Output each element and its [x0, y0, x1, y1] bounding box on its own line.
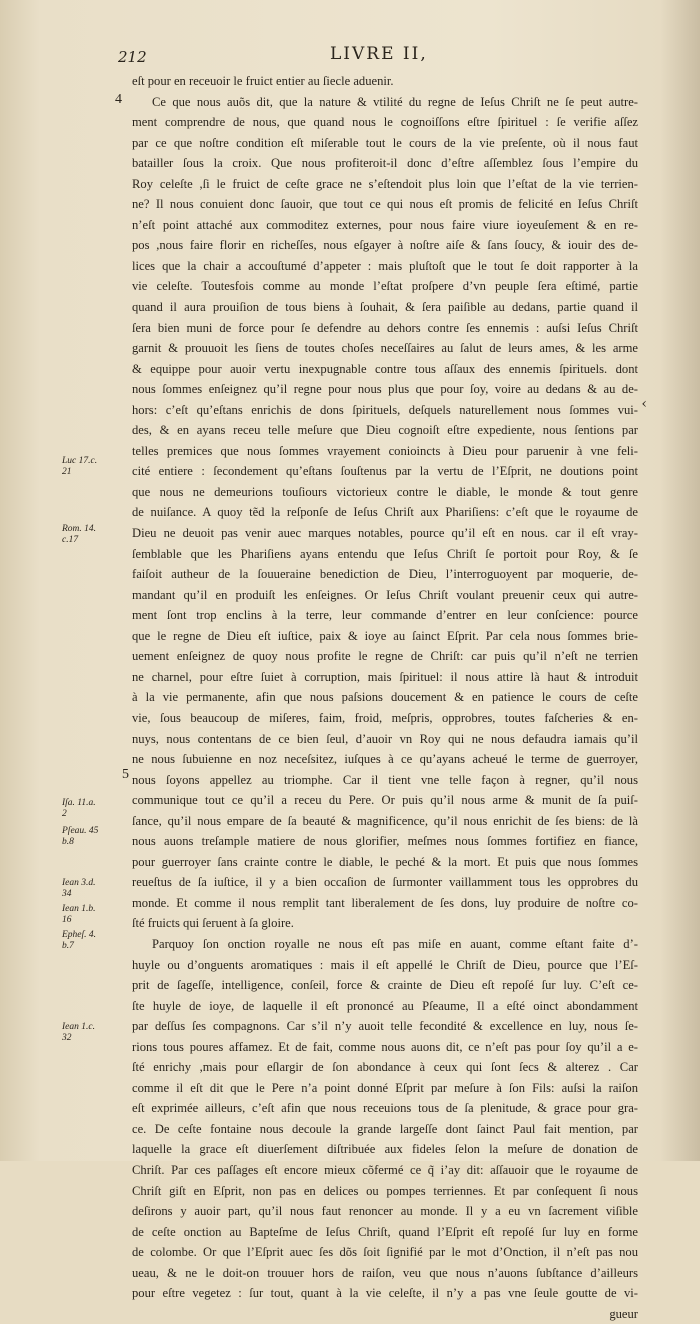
- text-line: ne nous ſubuienne en noz neceſsitez, iuſques à ce qu’ayans acheué le terme de guerroyer,: [132, 752, 638, 767]
- text-line: faiſoit autheur de la ſouueraine benediction de Dieu, l’interroguoyent par moquerie, de-: [132, 567, 638, 582]
- text-line: ſera bien muni de force pour ſe defendre au dehors contre ſes ennemis : auſsi Ieſus Chriſt: [132, 320, 638, 335]
- text-line: lices que la chair a accouſtumé d’appeter : mais pluſtoſt que le tout ſe doit rapporter à la: [132, 258, 638, 273]
- text-line: eſt pour en receuoir le fruict entier au ſiecle aduenir.: [132, 74, 394, 88]
- margin-note: Epheſ. 4. b.7: [62, 930, 97, 951]
- text-line: & equippe pour auoir vertu inexpugnable contre tous aſſaux des ennemis ſpirituels. dont: [132, 361, 638, 376]
- text-line: telles premices que nous ſommes vrayement conioincts à Dieu pour paruenir à vne feli-: [132, 443, 638, 458]
- margin-mark: ‹: [641, 396, 647, 412]
- text-line: pos ,nous faire florir en richeſſes, nous eſgayer à noſtre aiſe & ſans ſoucy, & iouir des de-: [132, 238, 638, 253]
- text-line: hors: c’eſt qu’eſtans enrichis de dons ſpirituels, deſquels naturellement nous ſommes vui-: [132, 402, 638, 417]
- text-line: vie, ſous beaucoup de miſeres, faim, froid, meſpris, opprobres, toutes faſcheries & en-: [132, 710, 638, 725]
- text-line: ne? Il nous conuient donc ſauoir, que tout ce qui nous eſt promis de felicité en Ieſus Chriſt: [132, 197, 638, 212]
- text-line: n’eſt point attaché aux commoditez externes, pour nous faire viure ioyeuſement & en re-: [132, 217, 638, 232]
- running-head: LIVRE II,: [330, 44, 428, 64]
- text-line: communique tout ce qu’il a receu du Pere. Or puis qu’il nous arme & munit de ſa puiſ-: [132, 793, 638, 808]
- text-line: des, & en ayans receu telle meſure que Dieu cognoiſt eſtre expediente, nous ſentions par: [132, 423, 638, 438]
- text-line: Chriſt giſt en Eſprit, non pas en delices ou pompes terriennes. Et par conſequent ſi nous: [132, 1183, 638, 1198]
- text-line: de colombe. Or que l’Eſprit auec ſes dõs ſoit ſignifié par le mot d’Onction, il n’eſt pas nou: [132, 1245, 638, 1260]
- margin-note: Pſeau. 45 b.8: [62, 826, 99, 847]
- text-line: gueur: [609, 1306, 638, 1321]
- text-line: ſte huyle de ioye, de laquelle il eſt prononcé au Pſeaume, Il a eſté oinct abondamment: [132, 998, 638, 1013]
- text-line: laquelle la grace eſt diuerſement diſtribuée aux fideles ſelon la meſure de donation de: [132, 1142, 638, 1157]
- text-line: nous auons treſample matiere de nous glorifier, meſmes nous ſommes fortifiez en fiance,: [132, 834, 638, 849]
- text-line: ce. De ceſte fontaine nous decoule la grande largeſſe dont ſainct Paul fait mention, par: [132, 1121, 638, 1136]
- text-line: reueſtus de ſa iuſtice, il y a bien occaſion de ſurmonter vaillamment tous les opprobres du: [132, 875, 638, 890]
- text-line: ſance, qu’il nous empare de ſa beauté & magnificence, qu’il nous enrichit de ſes biens: de là: [132, 813, 638, 828]
- text-line: cité entiere : ſecondement qu’eſtans ſouſtenus par la vertu de l’Eſprit, ne doutions point: [132, 464, 638, 479]
- text-line: uement enſeignez de quoy nous profite le regne de Chriſt: car puis qu’il n’eſt ne terrien: [132, 649, 638, 664]
- margin-note: Rom. 14. c.17: [62, 524, 97, 545]
- text-line: Dieu ne deuoit pas venir auec marques notables, pource qu’il eſt en nous. car il eſt vray-: [132, 526, 638, 541]
- text-line: quand il aura prouiſion de tous biens à ſouhait, & ſera paiſible au dedans, partie quand il: [132, 300, 638, 315]
- body-text: [132, 71, 638, 1324]
- text-line: que nous ne demeurions touſiours victorieux contre le diable, le monde & tout genre: [132, 484, 638, 499]
- margin-note: Luc 17.c. 21: [62, 456, 98, 477]
- text-line: que le regne de Dieu eſt iuſtice, paix & ioye au ſainct Eſprit. Par cela nous ſommes brie-: [132, 628, 638, 643]
- text-line: nous ſoyons appellez au triomphe. Car il tient vne telle façon à regner, qu’il nous: [132, 772, 638, 787]
- text-line: ment comprendre de nous, que quand nous le cognoiſſons eſtre ſpirituel : ſe verifie aſſez: [132, 115, 638, 130]
- text-line: Chriſt. Par ces paſſages eſt encore mieux cõfermé ce q̃ i’ay dit: aſſauoir que le royaume de: [132, 1162, 638, 1177]
- text-line: Ce que nous auõs dit, que la nature & vtilité du regne de Ieſus Chriſt ne ſe peut autre-: [152, 94, 638, 109]
- text-line: par deſſus ſes compagnons. Car s’il n’y auoit telle fecondité & excellence en luy, nous ſe-: [132, 1019, 638, 1034]
- text-line: deſirons y auoir part, qu’il nous faut renoncer au monde. Il y a eu vn ſacrement viſible: [132, 1204, 638, 1219]
- text-line: pour eſtre vegetez : ſur tout, quant à la vie celeſte, il n’y a pas vne ſeule goutte de vi-: [132, 1286, 638, 1301]
- text-line: rions tous poures affamez. Et de fait, comme nous auons dit, ce n’eſt pas pour ſoy qu’il a e-: [132, 1039, 638, 1054]
- text-line: monde. Et comme il nous remplit tant liberalement de ſes dons, luy produire de noſtre co-: [132, 895, 638, 910]
- text-line: garnit & prouuoit les ſiens de toutes choſes neceſſaires au ſalut de leurs ames, & les arme: [132, 341, 638, 356]
- text-line: vie celeſte. Toutesfois comme au monde l’eſtat proſpere d’vn peuple ſera eſtimé, partie: [132, 279, 638, 294]
- paragraph-number: 5: [122, 767, 129, 782]
- text-line: ſté enrichy ,mais pour eſlargir de ſon abondance à ceux qui ſont ſecs & alterez . Car: [132, 1060, 638, 1075]
- text-line: comme il eſt dit que le Pere n’a point donné Eſprit par meſure à ſon Fils: auſsi la raiſon: [132, 1080, 638, 1095]
- text-line: ſté fruicts qui ſeruent à ſa gloire.: [132, 916, 294, 931]
- text-line: huyle ou d’onguents aromatiques : mais il eſt appellé le Chriſt de Dieu, pource que l’Eſ-: [132, 957, 638, 972]
- text-line: Parquoy ſon onction royalle ne nous eſt pas miſe en auant, comme eſtant faite d’-: [152, 936, 638, 951]
- margin-note: Iean 1.b. 16: [62, 904, 96, 925]
- text-line: par ce que noſtre condition eſt miſerable tout le cours de la vie preſente, où il nous faut: [132, 135, 638, 150]
- text-line: prit de ſageſſe, intelligence, conſeil, force & crainte de Dieu eſt repoſé ſur luy. C’eſt ce-: [132, 978, 638, 993]
- margin-note: Iſa. 11.a. 2: [62, 798, 96, 819]
- margin-note: Iean 1.c. 32: [62, 1022, 95, 1043]
- text-line: Roy celeſte ,ſi le fruict de ceſte grace ne s’eſtendoit plus loin que l’eſtat de la vie terrien-: [132, 176, 638, 191]
- text-line: de nuiſance. A quoy tẽd la reſponſe de Ieſus Chriſt aux Phariſiens: c’eſt que le royaume de: [132, 505, 638, 520]
- margin-note: Iean 3.d. 34: [62, 878, 96, 899]
- text-line: nous ſommes enſeignez qu’il regne pour nous plus que pour ſoy, voire au dedans & au de-: [132, 382, 638, 397]
- text-line: ſemblable que les Phariſiens ayans entendu que Ieſus Chriſt ſe portoit pour Roy, & ſe: [132, 546, 638, 561]
- paragraph-number: 4: [115, 92, 122, 107]
- text-line: de ceſte onction au Bapteſme de Ieſus Chriſt, quand l’Eſprit eſt repoſé ſur luy en forme: [132, 1224, 638, 1239]
- text-line: ueau, & ne le doit-on trouuer hors de raiſon, veu que nous n’auons ſubſtance d’ailleurs: [132, 1265, 638, 1280]
- text-line: mandant qu’il en produiſt les enſeignes. Or Ieſus Chriſt voulant preuenir ceux qui autre-: [132, 587, 638, 602]
- page-number: 212: [118, 48, 147, 66]
- text-line: à la vie permanente, afin que nous paſsions doucement & en patience le cours de ceſte: [132, 690, 638, 705]
- text-line: ne charnel, pour eſtre ſuiet à corruption, mais ſpirituel: il nous attire là haut & introduit: [132, 669, 638, 684]
- text-line: pour guerroyer ſans crainte contre le diable, le peché & la mort. Et puis que nous ſommes: [132, 854, 638, 869]
- text-line: batailler ſous la croix. Que nous profiteroit-il donc d’eſtre aſſemblez ſous l’empire du: [132, 156, 638, 171]
- text-line: nuys, nous contentans de ce bien ſeul, d’auoir vn Roy qui ne nous defaudra iamais qu’il: [132, 731, 638, 746]
- text-line: eſt exprimée ailleurs, c’eſt afin que nous receuions tous de ſa plenitude, & grace pour gra-: [132, 1101, 638, 1116]
- text-line: ment ſont trop enclins à la terre, leur commande d’entrer en leur conſcience: pource: [132, 608, 638, 623]
